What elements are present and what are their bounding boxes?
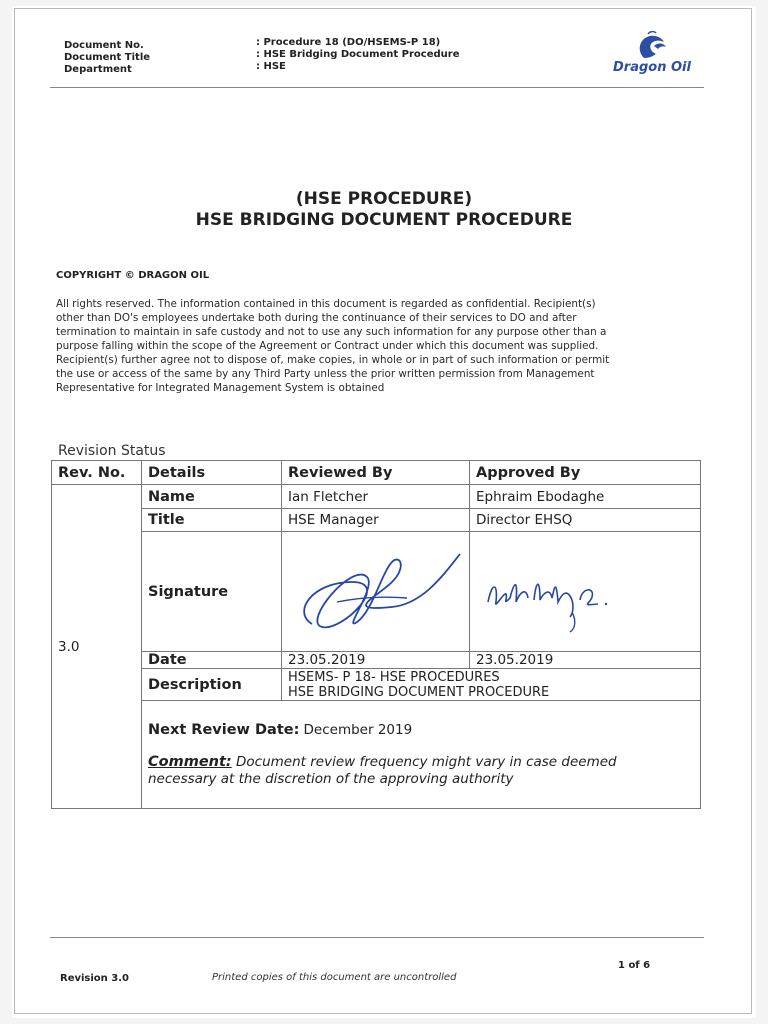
- paragraph-line: termination to maintain in safe custody and not to use any such information for any purpose other than a: [56, 326, 607, 338]
- logo-text: Dragon Oil: [613, 60, 691, 75]
- description-value: [282, 669, 701, 701]
- comment: [148, 754, 694, 788]
- approver-date: 23.05.2019: [470, 652, 701, 669]
- table-row-description: [52, 669, 701, 701]
- doc-title-label: Document Title: [64, 52, 151, 63]
- rev-number: 3.0: [52, 485, 142, 809]
- reviewer-title: HSE Manager: [282, 509, 470, 532]
- next-review-label: Next Review Date:: [148, 721, 300, 738]
- confidentiality-paragraph: [56, 297, 704, 395]
- approver-signature-icon: [470, 532, 701, 652]
- reviewer-signature-icon: [282, 532, 470, 652]
- paragraph-line: purpose falling within the scope of the Agreement or Contract under which this document was supplied.: [56, 340, 599, 352]
- table-row-name: [52, 485, 701, 509]
- doc-title-value: : HSE Bridging Document Procedure: [256, 49, 460, 60]
- header-labels: [64, 40, 150, 76]
- paragraph-line: other than DO's employees undertake both during the continuance of their services to DO and after: [56, 312, 577, 324]
- header-approved-by: Approved By: [470, 461, 701, 485]
- dragon-oil-logo: [604, 30, 700, 78]
- page-number: 1 of 6: [618, 960, 651, 971]
- table-row-date: [52, 652, 701, 669]
- description-label: Description: [142, 669, 282, 701]
- table-row-title: [52, 509, 701, 532]
- description-line2: HSE BRIDGING DOCUMENT PROCEDURE: [288, 684, 550, 700]
- paragraph-line: Recipient(s) further agree not to dispose of, make copies, in whole or in part of such information or permit: [56, 354, 610, 366]
- next-review-cell: [142, 701, 701, 809]
- approver-name: Ephraim Ebodaghe: [470, 485, 701, 509]
- paragraph-line: the use or access of the same by any Third Party unless the prior written permission from Management: [56, 368, 595, 380]
- paragraph-line: Representative for Integrated Management System is obtained: [56, 382, 385, 394]
- name-label: Name: [142, 485, 282, 509]
- revision-table: [51, 460, 701, 809]
- date-label: Date: [142, 652, 282, 669]
- header-rev-no: Rev. No.: [52, 461, 142, 485]
- header-divider: [50, 87, 704, 88]
- approver-signature: [470, 532, 701, 652]
- doc-number-value: : Procedure 18 (DO/HSEMS-P 18): [256, 37, 441, 48]
- revision-status-label: Revision Status: [58, 443, 166, 459]
- paragraph-line: All rights reserved. The information contained in this document is regarded as confidential. Recipient(s): [56, 298, 596, 310]
- reviewer-name: Ian Fletcher: [282, 485, 470, 509]
- footer-note: Printed copies of this document are uncontrolled: [212, 972, 457, 983]
- comment-label: Comment:: [148, 753, 232, 770]
- footer-divider: [50, 937, 704, 938]
- footer-revision: Revision 3.0: [60, 973, 129, 984]
- table-header-row: [52, 461, 701, 485]
- approver-title: Director EHSQ: [470, 509, 701, 532]
- department-label: Department: [64, 64, 132, 75]
- page-title-line2: HSE BRIDGING DOCUMENT PROCEDURE: [195, 210, 573, 230]
- header-details: Details: [142, 461, 282, 485]
- comment-text-line1: Document review frequency might vary in case deemed: [236, 753, 617, 770]
- table-row-signature: [52, 532, 701, 652]
- copyright-heading: COPYRIGHT © DRAGON OIL: [56, 270, 210, 281]
- dragon-icon: [604, 30, 700, 64]
- header-reviewed-by: Reviewed By: [282, 461, 470, 485]
- page-title-line1: (HSE PROCEDURE): [295, 189, 473, 209]
- title-label: Title: [142, 509, 282, 532]
- signature-label: Signature: [142, 532, 282, 652]
- next-review-value: December 2019: [303, 721, 413, 738]
- table-row-review: [52, 701, 701, 809]
- department-value: : HSE: [256, 61, 286, 72]
- reviewer-date: 23.05.2019: [282, 652, 470, 669]
- comment-text-line2: necessary at the discretion of the approving authority: [148, 770, 514, 787]
- description-line1: HSEMS- P 18- HSE PROCEDURES: [288, 669, 500, 685]
- header-values: [256, 37, 459, 73]
- reviewer-signature: [282, 532, 470, 652]
- doc-number-label: Document No.: [64, 40, 144, 51]
